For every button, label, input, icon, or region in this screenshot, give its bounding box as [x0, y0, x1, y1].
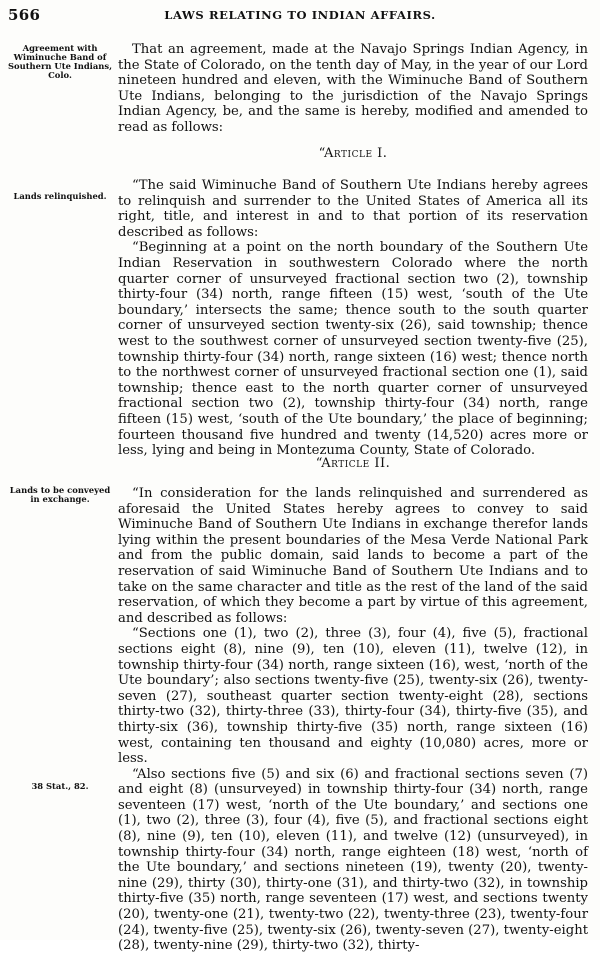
running-head: LAWS RELATING TO INDIAN AFFAIRS. [164, 8, 436, 22]
margin-note-lands-exchange: Lands to be conveyed in exchange. [9, 485, 111, 504]
article-1-heading [118, 146, 588, 161]
article-1-body [118, 178, 588, 459]
margin-note-agreement: Agreement with Wiminuche Band of Southern Ute Indians, Colo. [7, 43, 113, 80]
article-2-paragraph-3: “Also sections five (5) and six (6) and fractional sections seven (7) and eight (8) (unsurveyed) in township thirty-four (34) north, range seventeen (17) west, ‘north of the Ute boundary,’ and sections one (1), two (2), three (3), four (4), five (5), and fractional sections eight (8), nine (9), ten (10), eleven (11), and twelve (12) (unsurveyed), in township thirty-four (34) north, range eighteen (18) west, ‘north of the Ute boundary,’ and sections nineteen (19), twenty (20), twenty-nine (29), thirty (30), thirty-one (31), and thirty-two (32), in township thirty-five (35) north, range seventeen (17) west, and sections twenty (20), twenty-one (21), twenty-two (22), twenty-three (23), twenty-four (24), twenty-five (25), twenty-six (26), twenty-seven (27), twenty-eight (28), twenty-nine (29), thirty-two (32), thirty- [118, 766, 588, 954]
article-2-paragraph-2: “Sections one (1), two (2), three (3), four (4), five (5), fractional sections eight (8), nine (9), ten (10), eleven (11), twelve (12), in township thirty-four (34) north, range sixteen (16), west, ‘north of the Ute boundary’; also sections twenty-five (25), twenty-six (26), twenty-seven (27), southeast quarter section twenty-eight (28), sections thirty-two (32), thirty-three (33), thirty-four (34), thirty-five (35), and thirty-six (36), township thirty-five (35) north, range sixteen (16) west, containing ten thousand and eighty (10,080) acres, more or less. [118, 626, 588, 767]
intro-paragraph [118, 42, 588, 136]
article-1-paragraph-2: “Beginning at a point on the north boundary of the Southern Ute Indian Reservation in southwestern Colorado where the north quarter corner of unsurveyed fractional section two (2), township thirty-four (34) north, range fifteen (15) west, ‘south of the Ute boundary,’ intersects the same; thence south to the south quarter corner of unsurveyed section twenty-six (26), said township; thence west to the southwest corner of unsurveyed section twenty-five (25), township thirty-four (34) north, range sixteen (16) west; thence north to the northwest corner of unsurveyed fractional section one (1), said township; thence east to the north quarter corner of unsurveyed fractional section two (2), township thirty-four (34) north, range fifteen (15) west, ‘south of the Ute boundary,’ the place of beginning; fourteen thousand five hundred and twenty (14,520) acres more or less, lying and being in Montezuma County, State of Colorado. [118, 240, 588, 459]
article-2-heading-text: “Article II. [315, 456, 391, 471]
margin-note-statute: 38 Stat., 82. [31, 781, 89, 791]
page-header [8, 6, 592, 26]
article-1-heading-text: “Article I. [318, 146, 388, 161]
article-2-body [118, 486, 588, 954]
intro-text: That an agreement, made at the Navajo Springs Indian Agency, in the State of Colorado, on the tenth day of May, in the year of our Lord nineteen hundred and eleven, with the Wiminuche Band of Southern Ute Indians, belonging to the jurisdiction of the Navajo Springs Indian Agency, be, and the same is hereby, modified and amended to read as follows: [118, 42, 588, 135]
article-2-heading [118, 456, 588, 471]
page-number: 566 [8, 6, 41, 24]
margin-note-lands-relinquished: Lands relinquished. [13, 191, 107, 201]
article-2-paragraph-1: “In consideration for the lands relinquished and surrendered as aforesaid the United States hereby agrees to convey to said Wiminuche Band of Southern Ute Indians in exchange therefor lands lying within the present boundaries of the Mesa Verde National Park and from the public domain, said lands to become a part of the reservation of said Wiminuche Band of Southern Ute Indians and to take on the same character and title as the rest of the land of the said reservation, of which they become a part by virtue of this agreement, and described as follows: [118, 486, 588, 626]
article-1-paragraph-1: “The said Wiminuche Band of Southern Ute Indians hereby agrees to relinquish and surrender to the United States of America all its right, title, and interest in and to that portion of its reservation described as follows: [118, 178, 588, 240]
